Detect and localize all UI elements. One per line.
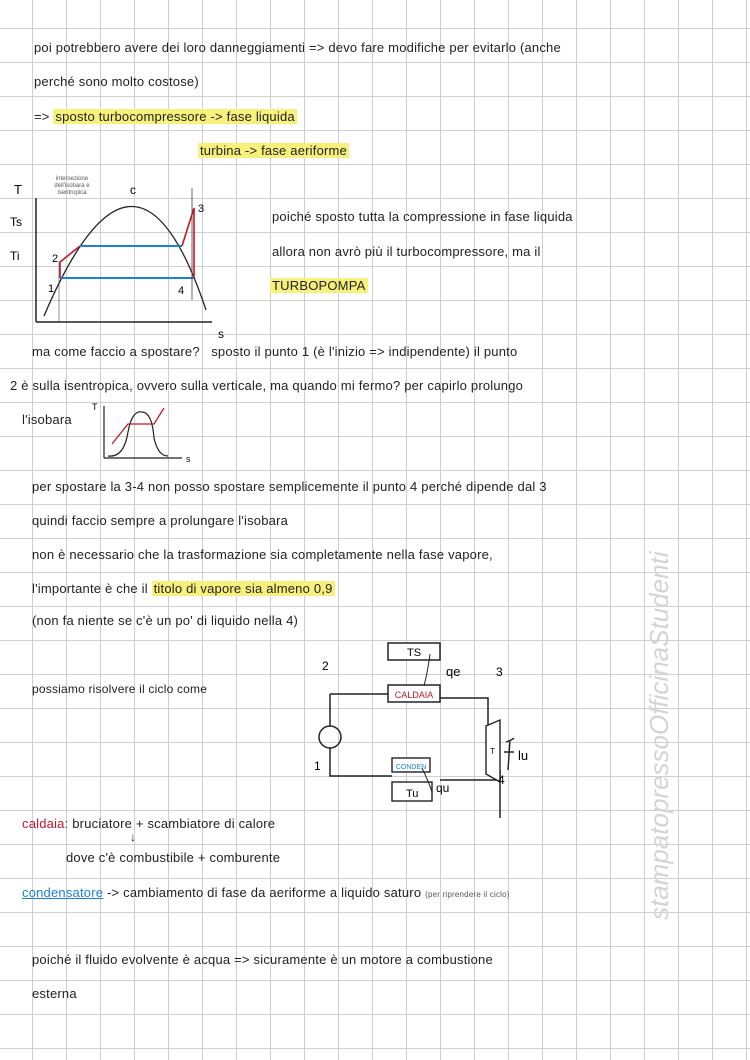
svg-text:qe: qe: [446, 664, 461, 679]
svg-text:3: 3: [198, 203, 205, 215]
rankine-cycle-schematic: [300, 640, 580, 810]
text-line: (non fa niente se c'è un po' di liquido nella 4): [32, 613, 299, 628]
text-line: l'importante è che il titolo di vapore sia almeno 0,9: [32, 581, 333, 596]
svg-text:CONDEN: CONDEN: [395, 764, 427, 771]
text-line: => sposto turbocompressore -> fase liquida: [34, 109, 295, 124]
text-line: per spostare la 3-4 non posso spostare semplicemente il punto 4 perché dipende dal 3: [32, 479, 547, 494]
svg-text:T: T: [92, 402, 98, 412]
ts-diagram: [0, 170, 240, 340]
svg-text:s: s: [186, 454, 191, 464]
text-line: caldaia: bruciatore + scambiatore di calore: [22, 816, 276, 831]
isobar-mini-diagram: [92, 402, 198, 464]
svg-text:s: s: [218, 327, 224, 341]
text-line: dove c'è combustibile + comburente: [66, 850, 281, 865]
term-caldaia: caldaia:: [22, 816, 69, 831]
svg-text:2: 2: [52, 253, 59, 265]
svg-text:3: 3: [496, 665, 503, 679]
text-line: ma come faccio a spostare? sposto il punto 1 (è l'inizio => indipendente) il punto: [32, 344, 518, 359]
svg-text:4: 4: [178, 285, 185, 297]
svg-text:Ts: Ts: [10, 215, 22, 229]
highlight: TURBOPOMPA: [272, 278, 366, 293]
svg-text:c: c: [130, 183, 136, 197]
svg-text:TS: TS: [406, 647, 422, 659]
text-line: poiché sposto tutta la compressione in fase liquida: [272, 209, 573, 224]
text-line: possiamo risolvere il ciclo come: [32, 682, 208, 696]
text-line: l'isobara: [22, 412, 72, 427]
svg-text:4: 4: [498, 773, 505, 787]
text-line: [270, 278, 368, 293]
text-line: poi potrebbero avere dei loro danneggiamenti => devo fare modifiche per evitarlo (anche: [34, 40, 561, 55]
svg-text:T: T: [490, 747, 495, 756]
text-line: quindi faccio sempre a prolungare l'isobara: [32, 513, 289, 528]
svg-text:2: 2: [322, 659, 329, 673]
term-condensatore: condensatore: [22, 885, 104, 900]
highlight: titolo di vapore sia almeno 0,9: [153, 581, 333, 596]
watermark: stampatopressoOfficinaStudenti: [644, 551, 674, 920]
svg-text:T: T: [14, 182, 22, 197]
text-line: poiché il fluido evolvente è acqua => sicuramente è un motore a combustione: [32, 952, 493, 967]
svg-text:Ti: Ti: [10, 249, 20, 263]
text-line: [198, 143, 349, 158]
highlight: sposto turbocompressore -> fase liquida: [55, 109, 295, 124]
text-line: condensatore -> cambiamento di fase da aeriforme a liquido saturo (per riprendere il ciclo): [22, 885, 510, 900]
svg-text:lu: lu: [518, 748, 529, 763]
highlight: turbina -> fase aeriforme: [200, 143, 347, 158]
text-line: perché sono molto costose): [34, 74, 199, 89]
svg-text:1: 1: [314, 759, 321, 773]
svg-text:qu: qu: [436, 781, 450, 795]
svg-text:CALDAIA: CALDAIA: [394, 690, 434, 700]
svg-text:Tu: Tu: [406, 788, 419, 800]
text-line: non è necessario che la trasformazione sia completamente nella fase vapore,: [32, 547, 493, 562]
svg-text:1: 1: [48, 283, 55, 295]
text-line: allora non avrò più il turbocompressore, ma il: [272, 244, 541, 259]
ts-diagram-note: intersezione dell'isobara e isentropica: [54, 176, 90, 196]
text-line: 2 è sulla isentropica, ovvero sulla verticale, ma quando mi fermo? per capirlo prolungo: [10, 378, 524, 393]
arrow-down-icon: ↓: [130, 830, 137, 844]
text-line: esterna: [32, 986, 77, 1001]
